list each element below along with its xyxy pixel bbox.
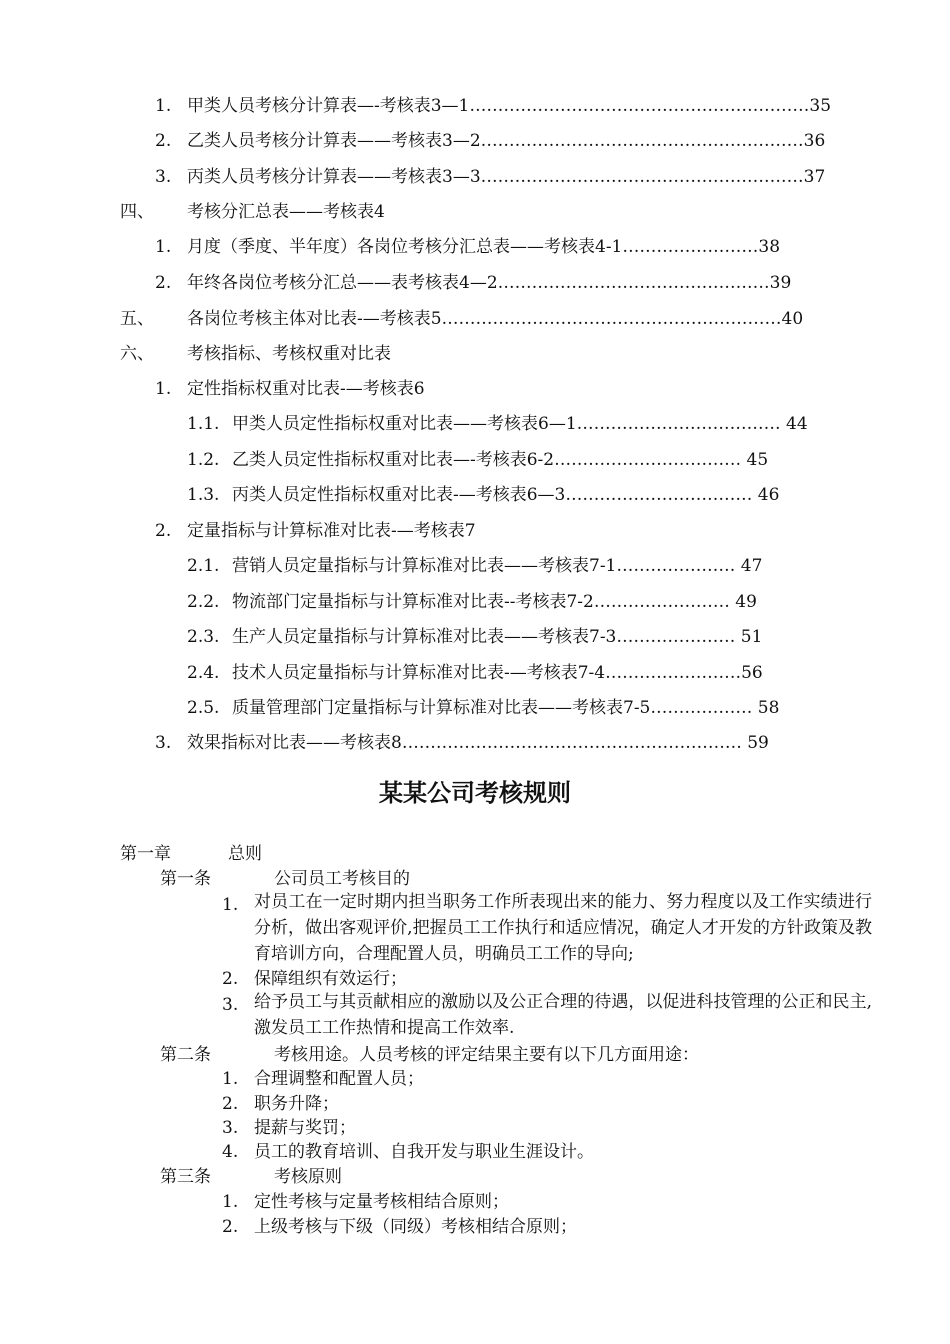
article-label: 第三条 bbox=[160, 1167, 211, 1187]
list-item-number: 2. bbox=[222, 1094, 239, 1114]
toc-subentry-number: 2.1. bbox=[187, 556, 220, 576]
chapter-heading bbox=[120, 842, 262, 866]
list-item-text: 对员工在一定时期内担当职务工作所表现出来的能力、努力程度以及工作实绩进行分析，做出客观评价,把握员工工作执行和适应情况，确定人才开发的方针政策及教育培训方向，合理配置人员，明确员工工作的导向; bbox=[254, 892, 872, 964]
toc-section-text: 考核分汇总表——考核表4 bbox=[187, 202, 385, 222]
list-item-number: 3. bbox=[222, 995, 239, 1015]
list-item-text: 职务升降； bbox=[254, 1094, 339, 1114]
toc-section-text: 各岗位考核主体对比表-—考核表5……………………………………………………40 bbox=[187, 309, 804, 329]
toc-subentry-number: 1.1. bbox=[187, 414, 220, 434]
toc-subentry-number: 2.4. bbox=[187, 663, 220, 683]
toc-subentry-number: 2.2. bbox=[187, 592, 220, 612]
toc-entry-number: 2. bbox=[155, 521, 172, 541]
toc-subentry-text: 营销人员定量指标与计算标准对比表——考核表7-1………………… 47 bbox=[232, 556, 763, 576]
list-item-number: 4. bbox=[222, 1142, 239, 1162]
toc-entry-text: 效果指标对比表——考核表8…………………………………………………… 59 bbox=[187, 733, 769, 753]
toc-subentry-number: 2.5. bbox=[187, 698, 220, 718]
list-item-number: 2. bbox=[222, 1217, 239, 1237]
article-label: 第二条 bbox=[160, 1045, 211, 1065]
toc-section-number: 四、 bbox=[120, 202, 154, 222]
chapter-label: 第一章 bbox=[120, 844, 171, 864]
toc-entry-number: 2. bbox=[155, 131, 172, 151]
toc-entry-number: 3. bbox=[155, 733, 172, 753]
toc-entry-text: 月度（季度、半年度）各岗位考核分汇总表——考核表4-1……………………38 bbox=[187, 237, 781, 257]
chapter-title: 总则 bbox=[228, 844, 262, 864]
toc-entry-text: 甲类人员考核分计算表—-考核表3—1……………………………………………………35 bbox=[187, 96, 832, 116]
toc-entry-number: 1. bbox=[155, 96, 172, 116]
toc-entry-number: 1. bbox=[155, 379, 172, 399]
toc-subentry-text: 生产人员定量指标与计算标准对比表——考核表7-3………………… 51 bbox=[232, 627, 763, 647]
list-item-text: 上级考核与下级（同级）考核相结合原则； bbox=[254, 1217, 577, 1237]
list-item-text: 员工的教育培训、自我开发与职业生涯设计。 bbox=[254, 1142, 594, 1162]
toc-entry-text: 年终各岗位考核分汇总——表考核表4—2…………………………………………39 bbox=[187, 273, 792, 293]
toc-subentry-number: 2.3. bbox=[187, 627, 220, 647]
list-item-text: 提薪与奖罚； bbox=[254, 1118, 356, 1138]
toc-entry-number: 2. bbox=[155, 273, 172, 293]
article-heading bbox=[160, 1043, 699, 1067]
toc-section-text: 考核指标、考核权重对比表 bbox=[187, 344, 391, 364]
list-item-number: 1. bbox=[222, 1069, 239, 1089]
list-item-text: 给予员工与其贡献相应的激励以及公正合理的待遇，以促进科技管理的公正和民主,激发员工工作热情和提高工作效率. bbox=[254, 992, 872, 1038]
toc-entry-text: 丙类人员考核分计算表——考核表3—3…………………………………………………37 bbox=[187, 167, 826, 187]
article-title: 公司员工考核目的 bbox=[274, 869, 410, 889]
article-title: 考核用途。人员考核的评定结果主要有以下几方面用途： bbox=[274, 1045, 699, 1065]
list-item-number: 1. bbox=[222, 1192, 239, 1212]
toc-subentry-text: 丙类人员定性指标权重对比表-—考核表6—3…………………………… 46 bbox=[232, 485, 780, 505]
article-label: 第一条 bbox=[160, 869, 211, 889]
article-heading bbox=[160, 1165, 342, 1189]
toc-entry-number: 1. bbox=[155, 237, 172, 257]
toc-subentry-text: 技术人员定量指标与计算标准对比表-—考核表7-4……………………56 bbox=[232, 663, 763, 683]
toc-subentry-text: 物流部门定量指标与计算标准对比表--考核表7-2…………………… 49 bbox=[232, 592, 757, 612]
toc-entry-text: 乙类人员考核分计算表——考核表3—2…………………………………………………36 bbox=[187, 131, 826, 151]
toc-subentry-text: 甲类人员定性指标权重对比表——考核表6—1……………………………… 44 bbox=[232, 414, 808, 434]
list-item-text: 合理调整和配置人员； bbox=[254, 1069, 424, 1089]
toc-entry-number: 3. bbox=[155, 167, 172, 187]
list-item-text: 保障组织有效运行； bbox=[254, 969, 407, 989]
toc-subentry-text: 质量管理部门定量指标与计算标准对比表——考核表7-5……………… 58 bbox=[232, 698, 780, 718]
toc-entry-text: 定量指标与计算标准对比表-—考核表7 bbox=[187, 521, 476, 541]
list-item-number: 2. bbox=[222, 969, 239, 989]
article-title: 考核原则 bbox=[274, 1167, 342, 1187]
list-item-text: 定性考核与定量考核相结合原则； bbox=[254, 1192, 509, 1212]
toc-section-number: 六、 bbox=[120, 344, 154, 364]
document-title: 某某公司考核规则 bbox=[379, 779, 571, 807]
toc-subentry-number: 1.2. bbox=[187, 450, 220, 470]
article-heading bbox=[160, 867, 410, 891]
toc-subentry-text: 乙类人员定性指标权重对比表—-考核表6-2…………………………… 45 bbox=[232, 450, 769, 470]
list-item-number: 1. bbox=[222, 895, 239, 915]
toc-subentry-number: 1.3. bbox=[187, 485, 220, 505]
toc-section-number: 五、 bbox=[120, 309, 154, 329]
list-item-number: 3. bbox=[222, 1118, 239, 1138]
toc-entry-text: 定性指标权重对比表-—考核表6 bbox=[187, 379, 425, 399]
